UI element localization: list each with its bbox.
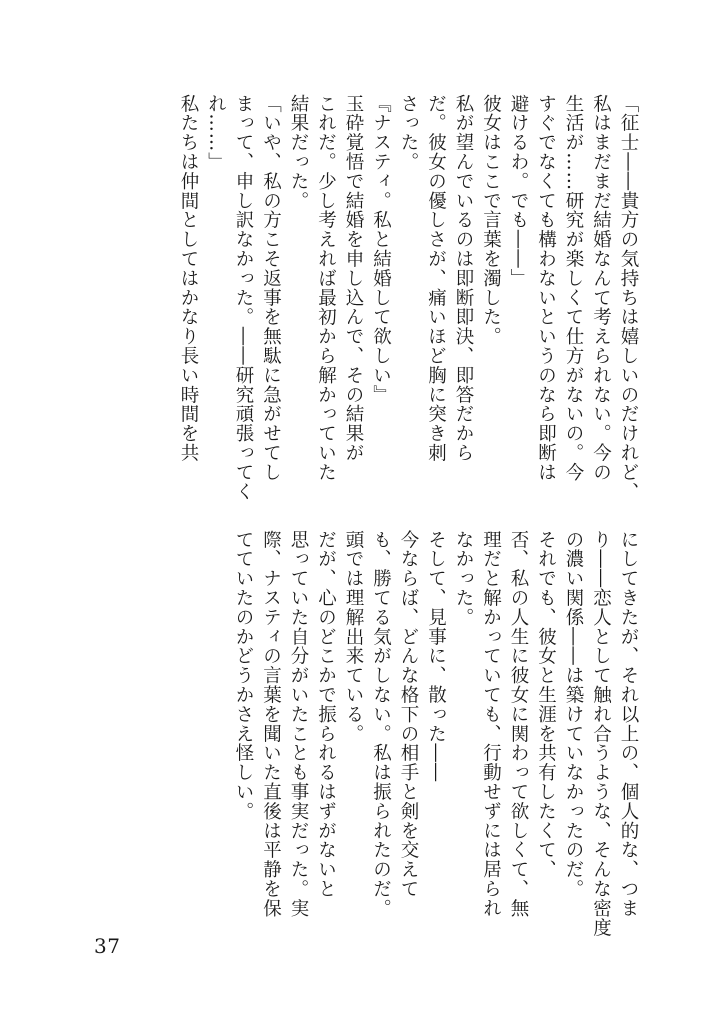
text-line: にしてきたが、それ以上の、個人的な、つま bbox=[618, 530, 639, 918]
text-line: そして、見事に、散った―― bbox=[425, 530, 447, 783]
text-line: 思っていた自分がいたことも事実だった。実 bbox=[288, 530, 309, 918]
upper-text-block bbox=[175, 94, 643, 502]
text-line: それでも、彼女と生涯を共有したくて、 bbox=[535, 530, 557, 880]
text-line: すぐでなくても構わないというのなら即断は bbox=[535, 94, 557, 482]
text-line: 否、私の人生に彼女に関わって欲しくて、無 bbox=[508, 530, 529, 918]
lower-text-block bbox=[230, 530, 643, 938]
text-line: も、勝てる気がしない。私は振られたのだ。 bbox=[370, 530, 392, 918]
text-line: れ……」 bbox=[205, 94, 227, 172]
text-line: 「いや、私の方こそ返事を無駄に急がせてし bbox=[260, 94, 282, 482]
text-line: 彼女はここで言葉を濁した。 bbox=[480, 94, 502, 347]
text-line: 頭では理解出来ている。 bbox=[343, 530, 364, 744]
text-line: の濃い関係――は築けていなかったのだ。 bbox=[563, 530, 584, 899]
text-line: だ。彼女の優しさが、痛いほど胸に突き刺 bbox=[425, 94, 447, 463]
text-line: 「征士――貴方の気持ちは嬉しいのだけれど、 bbox=[618, 94, 639, 502]
text-line: なかった。 bbox=[453, 530, 474, 627]
text-line: 避けるわ。でも――」 bbox=[508, 94, 529, 288]
text-line: 玉砕覚悟で結婚を申し込んで、その結果が bbox=[343, 94, 364, 463]
text-line: 際、ナスティの言葉を聞いた直後は平静を保 bbox=[260, 530, 282, 918]
text-line: 理だと解かっていても、行動せずには居られ bbox=[480, 530, 502, 918]
text-line: 『ナスティ。私と結婚して欲しい』 bbox=[370, 94, 392, 405]
text-line: 結果だった。 bbox=[288, 94, 309, 211]
text-line: 私が望んでいるのは即断即決、即答だから bbox=[453, 94, 474, 463]
text-line: り――恋人として触れ合うような、そんな密度 bbox=[590, 530, 612, 938]
text-line: だが、心のどこかで振られるはずがないと bbox=[315, 530, 337, 899]
text-line: 今ならば、どんな格下の相手と剣を交えて bbox=[398, 530, 419, 899]
text-line: これだ。少し考えれば最初から解かっていた bbox=[315, 94, 337, 482]
text-line: まって、申し訳なかった。――研究頑張ってく bbox=[233, 94, 254, 502]
text-line: 私はまだまだ結婚なんて考えられない。今の bbox=[590, 94, 612, 482]
page-number: 37 bbox=[94, 934, 121, 958]
text-line: 生活が……研究が楽しくて仕方がないの。今 bbox=[563, 94, 584, 482]
text-line: 私たちは仲間としてはかなり長い時間を共 bbox=[178, 94, 199, 463]
text-line: てていたのかどうかさえ怪しい。 bbox=[233, 530, 254, 821]
text-line: さった。 bbox=[398, 94, 419, 172]
